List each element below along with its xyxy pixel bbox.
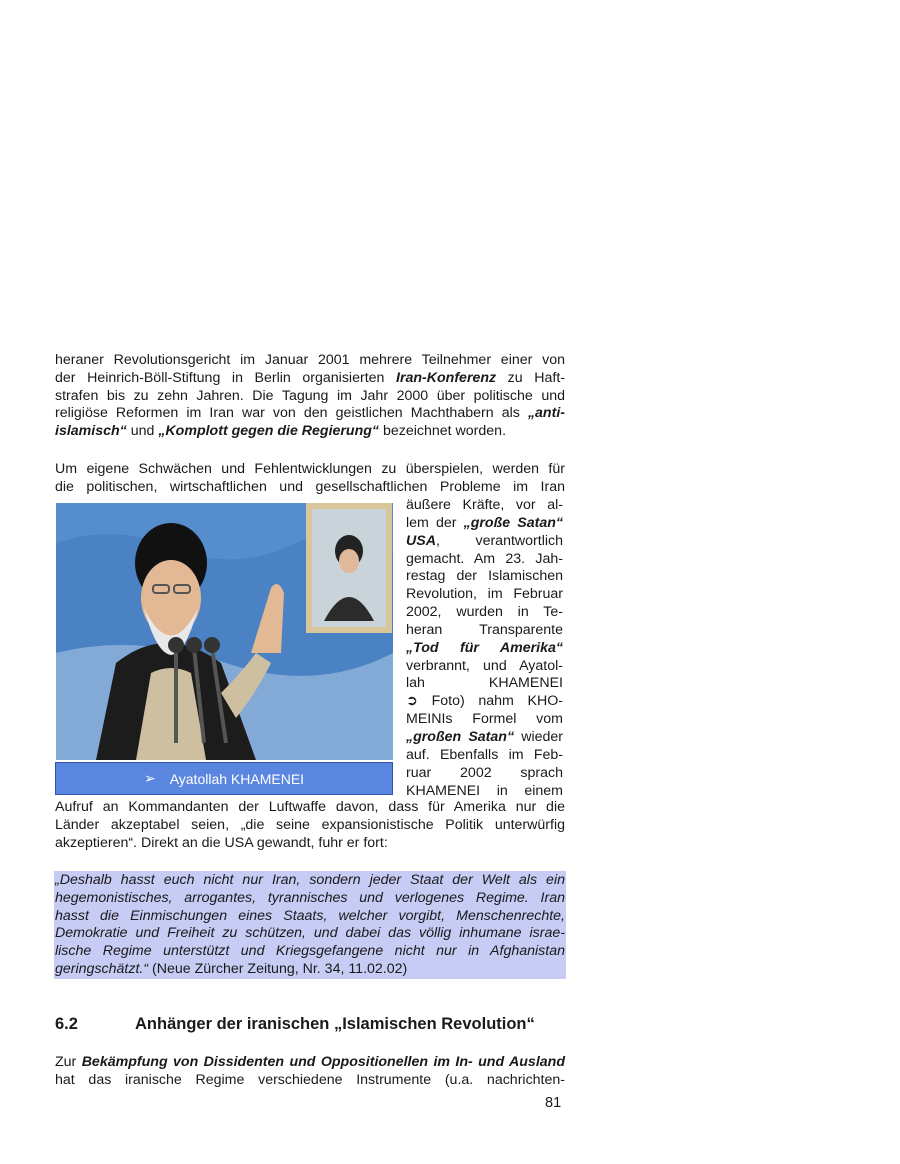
text-line: „großen Satan“ wieder <box>406 728 563 745</box>
text-line: restag der Islamischen <box>406 568 563 585</box>
text-line: USA, verantwortlich <box>406 532 563 549</box>
text-line: lem der „große Satan“ <box>406 514 563 531</box>
paragraph-appeal <box>55 799 565 852</box>
text-line: Demokratie und Freiheit zu schützen, und dabei das völlig inhumane israe- <box>55 925 565 942</box>
text-line: Zur Bekämpfung von Dissidenten und Oppositionellen im In- und Ausland <box>55 1054 565 1070</box>
text-line: Um eigene Schwächen und Fehlentwicklungen zu überspielen, werden für <box>55 461 565 477</box>
text-line: verbrannt, und Ayatol- <box>406 657 563 674</box>
caption-arrow-icon: ➢ <box>143 770 156 786</box>
khamenei-photo-illustration <box>56 503 393 760</box>
text-line: hat das iranische Regime verschiedene Instrumente (u.a. nachrichten- <box>55 1071 565 1088</box>
text-line: MEINIs Formel vom <box>406 711 563 728</box>
arrow-reference-icon: ➲ <box>406 693 418 710</box>
text-line: Revolution, im Februar <box>406 586 563 603</box>
text-line: äußere Kräfte, vor al- <box>406 497 563 513</box>
text-line: „Tod für Amerika“ <box>406 639 563 656</box>
emphasis-iran-konferenz: Iran-Konferenz <box>396 369 497 386</box>
text-line: die politischen, wirtschaftlichen und gesellschaftlichen Probleme im Iran <box>55 478 565 495</box>
text-line: lische Regime unterstützt und Kriegsgefangene nicht nur in Afghanistan <box>55 943 565 960</box>
text-line: hegemonistisches, arrogantes, tyrannisches und verlogenes Regime. Iran <box>55 889 565 906</box>
text-line: lah KHAMENEI <box>406 675 563 692</box>
text-line: heraner Revolutionsgericht im Januar 2001 mehrere Teilnehmer einer von <box>55 352 565 368</box>
photo-caption <box>55 762 393 795</box>
text-line: Länder akzeptabel seien, „die seine expansionistische Politik unterwürfig <box>55 816 565 833</box>
page-number: 81 <box>545 1095 562 1111</box>
text-line: gemacht. Am 23. Jah- <box>406 550 563 567</box>
paragraph-dissidents <box>55 1054 565 1090</box>
text-column-right <box>406 497 563 800</box>
text-line: der Heinrich-Böll-Stiftung in Berlin organisierten Iran-Konferenz zu Haft- <box>55 369 565 386</box>
text-line: KHAMENEI in einem <box>406 782 563 799</box>
text-line: hasst die Einmischungen eines Staats, welcher vorgibt, Menschenrechte, <box>55 907 565 924</box>
paragraph-intro <box>55 352 565 441</box>
text-line: heran Transparente <box>406 621 563 638</box>
caption-text: Ayatollah KHAMENEI <box>169 770 305 787</box>
quote-source: (Neue Zürcher Zeitung, Nr. 34, 11.02.02) <box>148 960 408 977</box>
text-line: islamisch“ und „Komplott gegen die Regierung“ bezeichnet worden. <box>55 423 507 440</box>
quote-text <box>55 872 565 979</box>
text-line: Aufruf an Kommandanten der Luftwaffe davon, dass für Amerika nur die <box>55 799 565 815</box>
text-line: strafen bis zu zehn Jahren. Die Tagung im Jahr 2000 über politische und <box>55 387 565 404</box>
section-number: 6.2 <box>55 1015 78 1033</box>
text-line: „Deshalb hasst euch nicht nur Iran, sondern jeder Staat der Welt als ein <box>55 872 565 888</box>
text-line: ➲ Foto) nahm KHO- <box>406 693 563 710</box>
text-line: religiöse Reformen im Iran war von den geistlichen Machthabern als „anti- <box>55 405 565 422</box>
text-line: ruar 2002 sprach <box>406 764 563 781</box>
text-line: auf. Ebenfalls im Feb- <box>406 746 563 763</box>
text-line: akzeptieren“. Direkt an die USA gewandt, fuhr er fort: <box>55 834 388 851</box>
section-heading <box>55 1015 535 1034</box>
section-title: Anhänger der iranischen „Islamischen Revolution“ <box>135 1015 535 1033</box>
paragraph-weaknesses <box>55 461 565 497</box>
text-line: geringschätzt.“ (Neue Zürcher Zeitung, Nr. 34, 11.02.02) <box>55 960 408 977</box>
text-line: 2002, wurden in Te- <box>406 604 563 621</box>
photo-khamenei <box>56 503 393 760</box>
